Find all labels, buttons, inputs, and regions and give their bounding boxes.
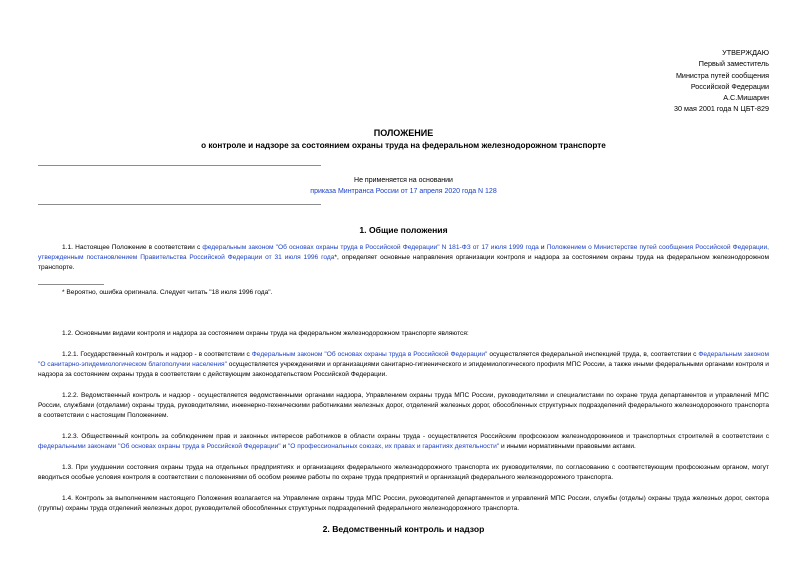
law-link[interactable]: Федеральным законом "Об основах охраны труда в Российской Федерации" <box>251 351 488 358</box>
footnote: * Вероятно, ошибка оригинала. Следует читать "18 июля 1996 года". <box>62 289 273 296</box>
paragraph-text: осуществляется федеральной инспекцией труда, в, соответствии с <box>487 351 699 358</box>
paragraph-text: и <box>538 244 547 251</box>
paragraph-text: осуществляется учреждениями и организациями санитарно-гигиенического и эпидемиологического профиля МПС России, а также иными федеральными органами контроля и надзора за состоянием охраны труда в соответствии с действующим законодательством Российской Федерации. <box>38 361 769 379</box>
approval-block <box>674 47 769 115</box>
document-title: ПОЛОЖЕНИЕ <box>373 128 434 138</box>
paragraph-text: 1.2.1. Государственный контроль и надзор - в соответствии с <box>62 351 252 358</box>
paragraph-text: и <box>280 443 288 451</box>
regulation-link[interactable]: Положением о Министерстве путей сообщения Российской Федерации, утвержденным постановлением Правительства Российской Федерации от 31 июля 1996 года <box>38 244 769 262</box>
approval-line: Российской Федерации <box>690 81 769 91</box>
paragraph-text: 1.1. Настоящее Положение в соответствии с <box>62 244 203 251</box>
paragraph-1-2: 1.2. Основными видами контроля и надзора за состоянием охраны труда на федеральном железнодорожном транспорте являются: <box>62 330 469 337</box>
notice-link[interactable]: приказа Минтранса России от 17 апреля 2020 года N 128 <box>310 188 497 195</box>
paragraph-1-4: 1.4. Контроль за выполнением настоящего Положения возлагается на Управление охраны труда МПС России, руководителей департаментов и управлений МПС России, службы (отделы) охраны труда железных дорог, сектора (группы) охраны труда отделений железных дорог, руководителей обособленных структурных подразделений федерального железнодорожного транспорта. <box>38 495 769 513</box>
approval-line: УТВЕРЖДАЮ <box>722 48 769 57</box>
paragraph-text: и иными нормативными правовыми актами. <box>499 443 636 451</box>
approval-line: А.С.Мишарин <box>723 93 769 103</box>
section-1-heading: 1. Общие положения <box>359 225 448 235</box>
paragraph-text: 1.2.3. Общественный контроль за соблюдением прав и законных интересов работников в области охраны труда - осуществляется Российским профсоюзом железнодорожников и транспортных строителей в соответствии с <box>62 433 769 440</box>
approval-line: 30 мая 2001 года N ЦБТ-829 <box>674 104 769 114</box>
divider-bottom <box>38 204 321 205</box>
paragraph-1-2-3 <box>38 432 769 452</box>
paragraph-text: *, определяет основные направления организации контроля и надзора за состоянием охраны труда на федеральном железнодорожном транспорте. <box>38 254 769 272</box>
law-link[interactable]: "О профессиональных союзах, их правах и гарантиях деятельности" <box>287 443 500 451</box>
section-2-heading: 2. Ведомственный контроль и надзор <box>322 524 485 534</box>
paragraph-1-1 <box>38 243 769 274</box>
paragraph-1-2-1 <box>38 350 769 381</box>
law-link[interactable]: федеральным законом "Об основах охраны труда в Российской Федерации" N 181-ФЗ от 17 июля 1999 года <box>202 244 539 251</box>
approval-line: Министра путей сообщения <box>675 70 769 80</box>
footnote-divider <box>38 284 104 285</box>
law-link[interactable]: Федеральным законом "О санитарно-эпидемиологическом благополучии населения" <box>38 351 769 369</box>
notice-text: Не применяется на основании <box>354 177 453 184</box>
paragraph-1-2-2: 1.2.2. Ведомственный контроль и надзор - осуществляется ведомственными органами надзора, Управлением охраны труда МПС России, руководителями и специалистами по охране труда департаментов и управлений МПС России, службами (отделами) охраны труда, руководителями, инженерно-техническими работниками железных дорог, отделений железных дорог, обособленных структурных подразделений федерального железнодорожного транспорта в соответствии с настоящим Положением. <box>38 392 769 420</box>
approval-line: Первый заместитель <box>698 59 769 69</box>
divider-top <box>38 165 321 166</box>
document-subtitle: о контроле и надзоре за состоянием охраны труда на федеральном железнодорожном транспорте <box>201 141 606 150</box>
law-link[interactable]: федеральными законами "Об основах охраны труда в Российской Федерации" <box>38 443 281 451</box>
paragraph-1-3: 1.3. При ухудшении состояния охраны труда на отдельных предприятиях и организациях федерального железнодорожного транспорта их руководителями, по согласованию с соответствующим профсоюзным органом, могут вводиться особые условия контроля в соответствии с положениями об особом режиме работы по охране труда предприятий и организаций федерального железнодорожного транспорта. <box>38 464 769 482</box>
